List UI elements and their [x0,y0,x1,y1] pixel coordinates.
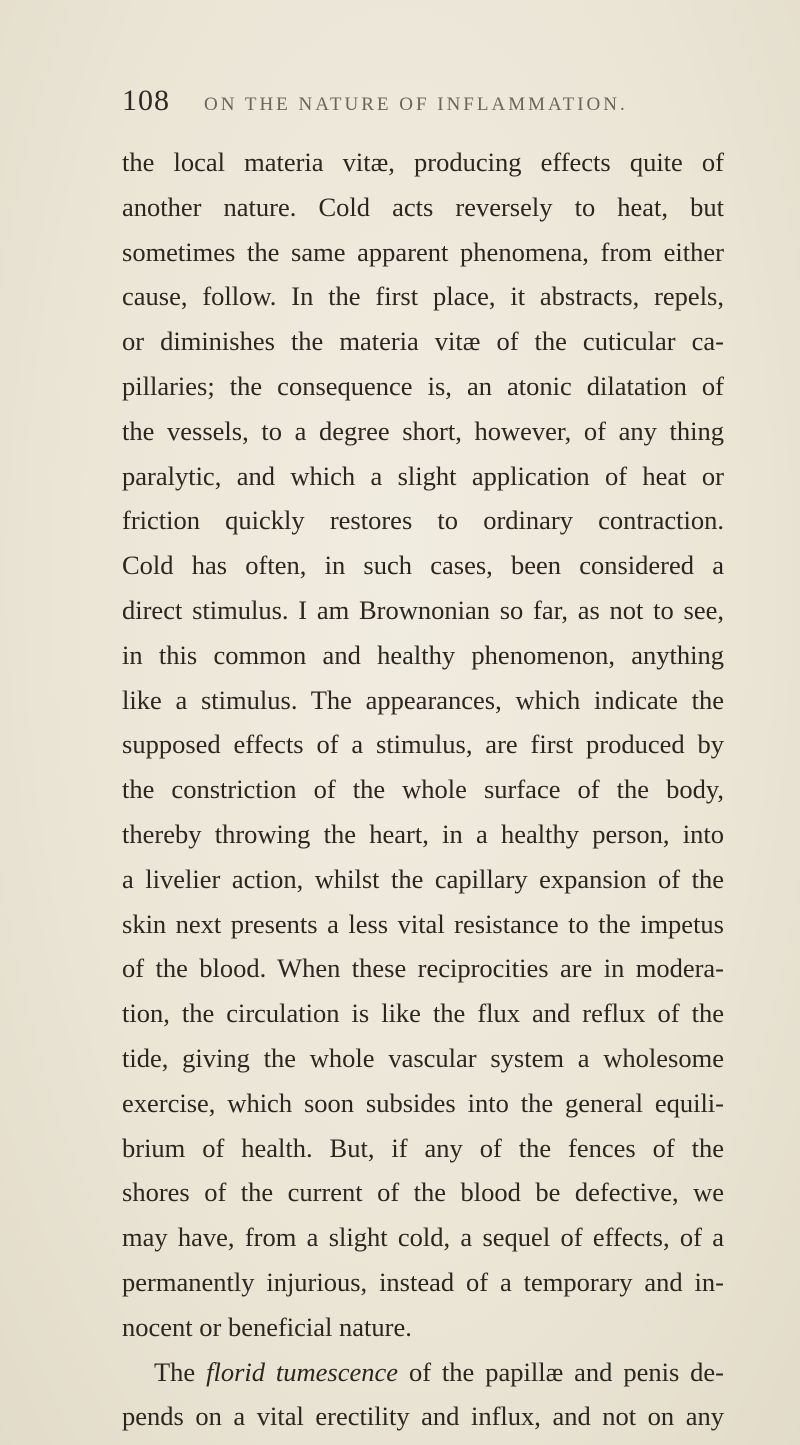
running-head [122,84,682,124]
text-line: another nature. Cold acts reversely to heat, but [122,191,724,222]
text-line: permanently injurious, instead of a temporary and in- [122,1266,724,1297]
text-fragment: of the papillæ and penis de- [398,1356,724,1387]
text-line: like a stimulus. The appearances, which indicate the [122,684,724,715]
text-line: may have, from a slight cold, a sequel of effects, of a [122,1222,724,1253]
text-line: sometimes the same apparent phenomena, from either [122,236,724,267]
text-line: of the blood. When these reciprocities are in modera- [122,953,724,984]
text-line: exercise, which soon subsides into the general equili- [122,1087,724,1118]
text-line: friction quickly restores to ordinary contraction. [122,505,724,536]
text-line [122,1350,724,1395]
text-line: supposed effects of a stimulus, are first produced by [122,729,724,760]
text-line: the vessels, to a degree short, however, of any thing [122,415,724,446]
text-line: pends on a vital erectility and influx, and not on any [122,1401,724,1432]
text-line: the local materia vitæ, producing effects quite of [122,147,724,177]
text-line: cause, follow. In the first place, it abstracts, repels, [122,281,724,312]
text-line: shores of the current of the blood be defective, we [122,1177,724,1208]
text-fragment: The [154,1356,207,1387]
text-line: skin next presents a less vital resistance to the impetus [122,908,724,939]
text-line: paralytic, and which a slight application of heat or [122,460,724,491]
text-line: in this common and healthy phenomenon, anything [122,639,724,670]
text-line: thereby throwing the heart, in a healthy person, into [122,818,724,849]
page-number: 108 [122,84,170,117]
text-line: direct stimulus. I am Brownonian so far, as not to see, [122,594,724,625]
text-line: tide, giving the whole vascular system a wholesome [122,1042,724,1073]
text-line: tion, the circulation is like the flux and reflux of the [122,998,724,1029]
italic-phrase: florid tumescence [206,1356,399,1387]
text-line: Cold has often, in such cases, been considered a [122,550,724,581]
text-line: or diminishes the materia vitæ of the cuticular ca- [122,326,724,357]
running-title: ON THE NATURE OF INFLAMMATION. [204,94,628,115]
text-line: the constriction of the whole surface of the body, [122,774,724,805]
text-line: brium of health. But, if any of the fences of the [122,1132,724,1163]
text-line: a livelier action, whilst the capillary expansion of the [122,863,724,894]
body-text [122,140,724,1439]
text-line: pillaries; the consequence is, an atonic dilatation of [122,370,724,401]
text-line: nocent or beneficial nature. [122,1311,412,1342]
